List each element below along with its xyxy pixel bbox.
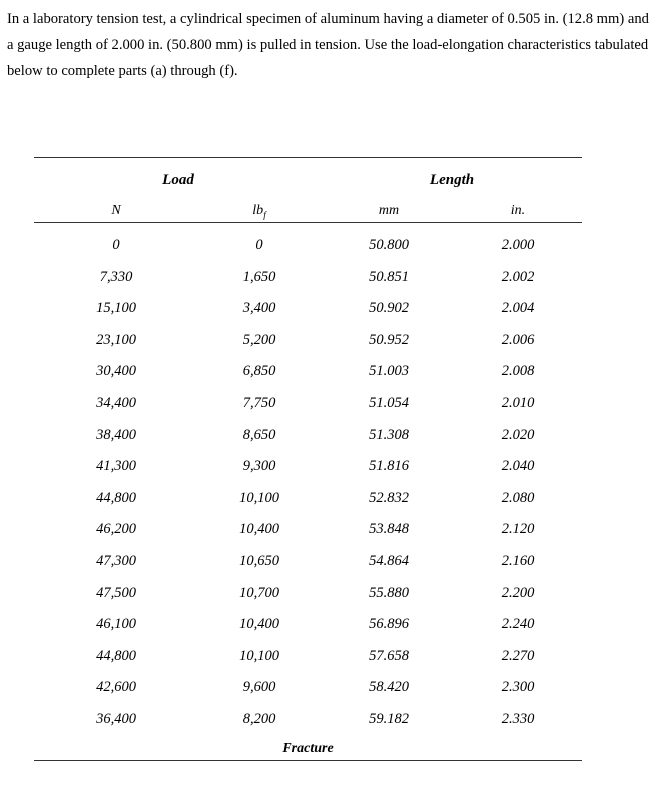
table-cell-inches: 2.020 bbox=[501, 426, 535, 443]
table-cell-millimeters: 50.952 bbox=[369, 331, 409, 348]
table-cell-millimeters: 51.816 bbox=[369, 458, 409, 475]
table-cell-pounds-force: 8,650 bbox=[242, 426, 276, 443]
table-cell-inches: 2.160 bbox=[501, 553, 535, 569]
table-cell-newtons: 44,800 bbox=[96, 489, 136, 506]
table-cell-pounds-force: 10,650 bbox=[239, 553, 279, 569]
column-header-newtons: N bbox=[111, 203, 121, 218]
table-cell-pounds-force: 0 bbox=[255, 237, 263, 253]
table-cell-inches: 2.000 bbox=[501, 237, 535, 253]
table-cell-inches: 2.080 bbox=[501, 489, 535, 506]
table-cell-inches: 2.240 bbox=[501, 616, 535, 633]
table-cell-inches: 2.120 bbox=[501, 521, 535, 538]
table-cell-newtons: 41,300 bbox=[96, 458, 136, 475]
table-cell-inches: 2.006 bbox=[501, 331, 535, 348]
table-cell-pounds-force: 10,400 bbox=[239, 521, 279, 538]
table-cell-newtons: 30,400 bbox=[96, 363, 136, 380]
group-header-length: Length bbox=[429, 172, 475, 188]
fracture-label: Fracture bbox=[282, 741, 334, 756]
table-cell-newtons: 47,300 bbox=[96, 553, 136, 569]
group-header-load: Load bbox=[162, 172, 194, 188]
table-cell-inches: 2.270 bbox=[501, 647, 535, 664]
table-cell-millimeters: 52.832 bbox=[369, 489, 409, 506]
lbf-subscript: f bbox=[263, 209, 266, 220]
table-cell-pounds-force: 10,100 bbox=[239, 489, 279, 506]
table-cell-inches: 2.300 bbox=[501, 679, 535, 696]
table-cell-newtons: 0 bbox=[112, 237, 120, 253]
table-cell-pounds-force: 6,850 bbox=[242, 363, 276, 380]
column-header-pounds-force bbox=[219, 203, 299, 220]
table-cell-pounds-force: 5,200 bbox=[242, 331, 276, 348]
table-cell-millimeters: 51.054 bbox=[369, 395, 409, 411]
column-header-millimeters: mm bbox=[378, 203, 400, 218]
problem-statement: In a laboratory tension test, a cylindrical specimen of aluminum having a diameter of 0.505 in. (12.8 mm) and a gauge length of 2.000 in. (50.800 mm) is pulled in tension. Use the load-elongation characteristics tabulated below to complete parts (a) through (f). bbox=[7, 11, 649, 79]
table-cell-inches: 2.002 bbox=[501, 268, 535, 285]
table-header-rule bbox=[34, 222, 582, 223]
table-cell-millimeters: 57.658 bbox=[369, 647, 409, 664]
table-cell-pounds-force: 9,300 bbox=[242, 458, 276, 475]
table-cell-inches: 2.040 bbox=[501, 458, 535, 475]
table-cell-newtons: 38,400 bbox=[96, 426, 136, 443]
table-cell-millimeters: 51.308 bbox=[369, 426, 409, 443]
lbf-base: lb bbox=[252, 203, 264, 218]
table-cell-pounds-force: 1,650 bbox=[242, 268, 276, 285]
table-cell-inches: 2.330 bbox=[501, 711, 535, 727]
table-cell-pounds-force: 10,400 bbox=[239, 616, 279, 633]
table-cell-millimeters: 58.420 bbox=[369, 679, 409, 696]
table-cell-newtons: 42,600 bbox=[96, 679, 136, 696]
table-cell-newtons: 44,800 bbox=[96, 647, 136, 664]
table-cell-inches: 2.008 bbox=[501, 363, 535, 380]
table-cell-millimeters: 56.896 bbox=[369, 616, 409, 633]
table-cell-inches: 2.010 bbox=[501, 395, 535, 411]
table-cell-millimeters: 50.851 bbox=[369, 268, 409, 285]
table-cell-newtons: 23,100 bbox=[96, 331, 136, 348]
table-cell-newtons: 7,330 bbox=[99, 268, 133, 285]
table-cell-newtons: 34,400 bbox=[96, 395, 136, 411]
table-cell-millimeters: 50.800 bbox=[369, 237, 409, 253]
table-cell-newtons: 36,400 bbox=[96, 711, 136, 727]
table-cell-millimeters: 50.902 bbox=[369, 300, 409, 317]
table-cell-pounds-force: 8,200 bbox=[242, 711, 276, 727]
table-cell-newtons: 15,100 bbox=[96, 300, 136, 317]
table-cell-pounds-force: 10,700 bbox=[239, 584, 279, 601]
table-cell-newtons: 46,100 bbox=[96, 616, 136, 633]
table-cell-newtons: 47,500 bbox=[96, 584, 136, 601]
table-cell-inches: 2.200 bbox=[501, 584, 535, 601]
table-cell-pounds-force: 10,100 bbox=[239, 647, 279, 664]
table-cell-pounds-force: 7,750 bbox=[242, 395, 276, 411]
table-cell-pounds-force: 3,400 bbox=[242, 300, 276, 317]
table-cell-millimeters: 55.880 bbox=[369, 584, 409, 601]
table-cell-inches: 2.004 bbox=[501, 300, 535, 317]
table-bottom-rule bbox=[34, 760, 582, 761]
table-cell-millimeters: 53.848 bbox=[369, 521, 409, 538]
table-cell-pounds-force: 9,600 bbox=[242, 679, 276, 696]
table-cell-millimeters: 51.003 bbox=[369, 363, 409, 380]
table-cell-millimeters: 54.864 bbox=[369, 553, 409, 569]
table-cell-newtons: 46,200 bbox=[96, 521, 136, 538]
table-cell-millimeters: 59.182 bbox=[369, 711, 409, 727]
table-top-rule bbox=[34, 157, 582, 158]
column-header-inches: in. bbox=[510, 203, 526, 218]
